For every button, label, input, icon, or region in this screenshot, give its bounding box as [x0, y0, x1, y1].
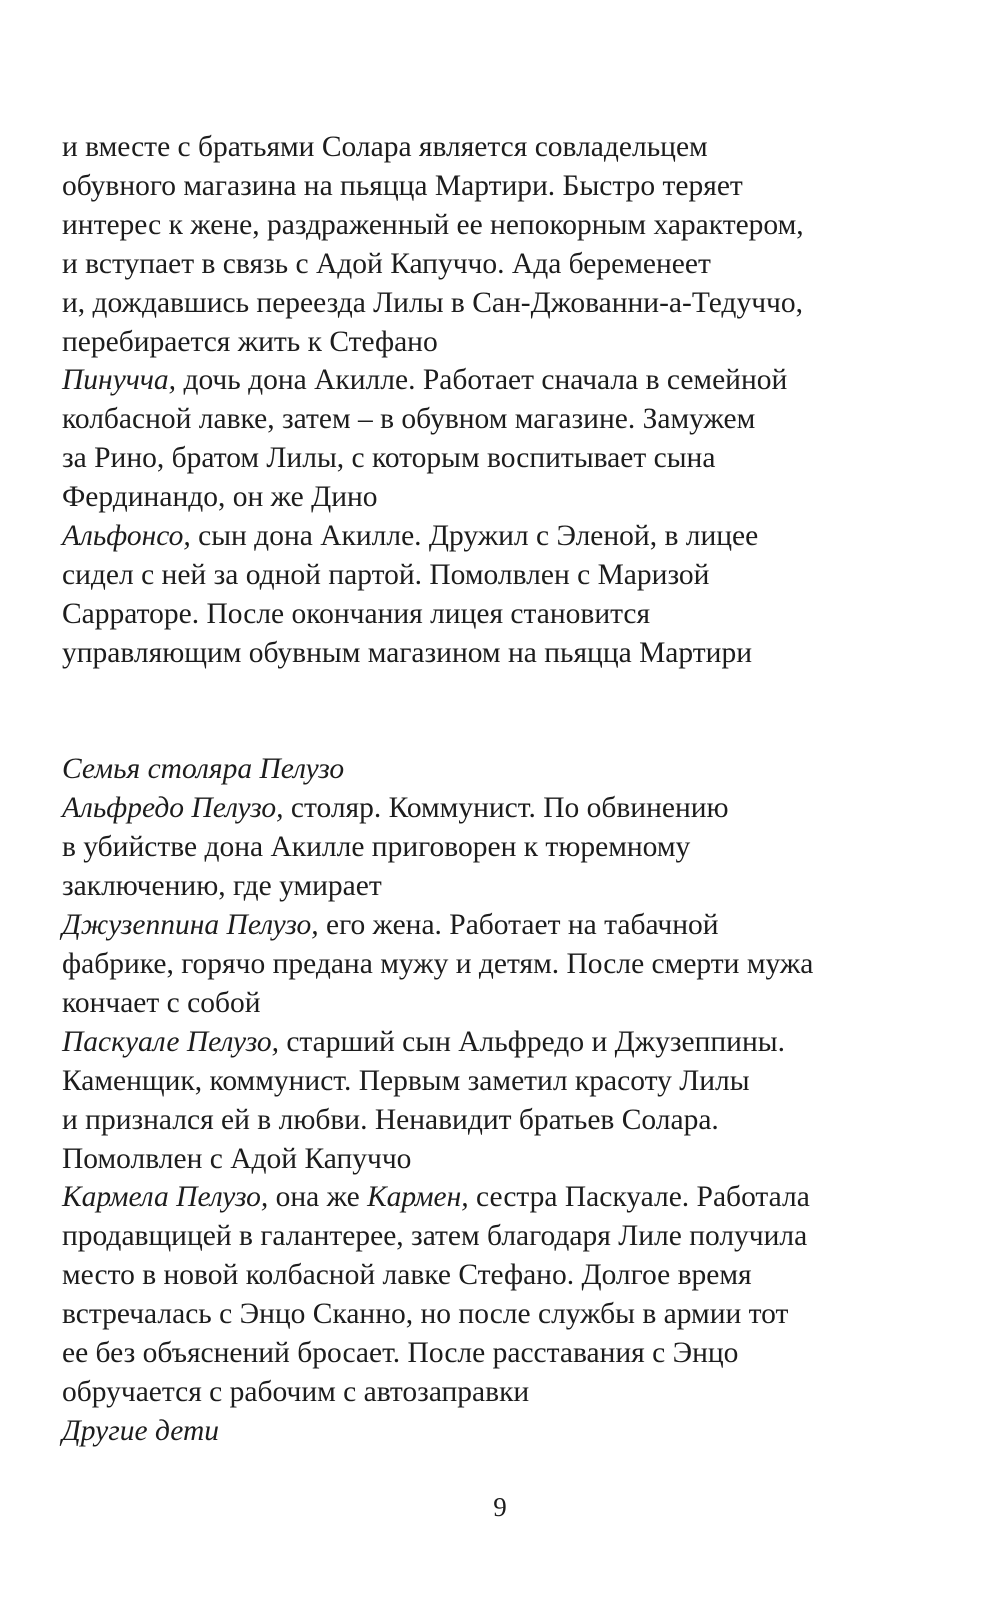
text-line	[62, 1178, 942, 1217]
text-line: встречалась с Энцо Сканно, но после службы в армии тот	[62, 1298, 789, 1331]
text-line: фабрике, горячо предана мужу и детям. После смерти мужа	[62, 948, 814, 981]
section-gap	[62, 673, 942, 751]
text-line: сидел с ней за одной партой. Помолвлен с Маризой	[62, 558, 710, 591]
character-name: Паскуале Пелузо,	[62, 1025, 279, 1058]
character-name: Альфредо Пелузо,	[62, 792, 284, 825]
text-line: кончает с собой	[62, 986, 261, 1019]
character-name: Кармела Пелузо,	[62, 1181, 269, 1214]
subheading-text: Другие дети	[62, 1414, 219, 1447]
text-span: она же	[268, 1181, 368, 1214]
text-line: управляющим обувным магазином на пьяцца Мартири	[62, 636, 752, 669]
text-line: Каменщик, коммунист. Первым заметил красоту Лилы	[62, 1064, 750, 1097]
section-heading	[62, 750, 942, 789]
text-line: колбасной лавке, затем – в обувном магазине. Замужем	[62, 403, 756, 436]
text-line	[62, 906, 942, 945]
text-line: место в новой колбасной лавке Стефано. Долгое время	[62, 1259, 752, 1292]
text-line: обувного магазина на пьяцца Мартири. Быстро теряет	[62, 169, 743, 202]
text-span: столяр. Коммунист. По обвинению	[283, 792, 729, 825]
text-line: интерес к жене, раздраженный ее непокорным характером,	[62, 208, 804, 241]
character-name: Пинучча,	[62, 364, 177, 397]
text-line: Помолвлен с Адой Капуччо	[62, 1142, 412, 1175]
text-line: ее без объяснений бросает. После расставания с Энцо	[62, 1337, 739, 1370]
text-line	[62, 789, 942, 828]
character-name: Кармен,	[367, 1181, 469, 1214]
text-line: и признался ей в любви. Ненавидит братьев Солара.	[62, 1103, 719, 1136]
paragraph-block-1	[62, 128, 942, 673]
text-line: Фердинандо, он же Дино	[62, 481, 378, 514]
character-name: Альфонсо,	[62, 520, 191, 553]
character-name: Джузеппина Пелузо,	[62, 909, 319, 942]
text-line: за Рино, братом Лилы, с которым воспитывает сына	[62, 442, 716, 475]
text-line: продавщицей в галантерее, затем благодаря Лиле получила	[62, 1220, 808, 1253]
text-span: старший сын Альфредо и Джузеппины.	[278, 1025, 785, 1058]
text-line	[62, 361, 942, 400]
text-line: Сарраторе. После окончания лицея становится	[62, 597, 651, 630]
text-line	[62, 517, 942, 556]
text-span: сын дона Акилле. Дружил с Эленой, в лицее	[190, 520, 759, 553]
page-body	[62, 128, 942, 1451]
text-line: заключению, где умирает	[62, 870, 382, 903]
text-line	[62, 1023, 942, 1062]
paragraph-block-2	[62, 750, 942, 1450]
text-span: сестра Паскуале. Работала	[468, 1181, 810, 1214]
text-line: и, дождавшись переезда Лилы в Сан-Джованни-а-Тедуччо,	[62, 286, 803, 319]
section-heading-text: Семья столяра Пелузо	[62, 753, 345, 786]
text-line: перебирается жить к Стефано	[62, 325, 438, 358]
text-line: в убийстве дона Акилле приговорен к тюремному	[62, 831, 691, 864]
text-span: его жена. Работает на табачной	[318, 909, 719, 942]
text-span: дочь дона Акилле. Работает сначала в семейной	[176, 364, 788, 397]
text-line: обручается с рабочим с автозаправки	[62, 1375, 530, 1408]
text-line: и вместе с братьями Солара является совладельцем	[62, 131, 708, 163]
text-line	[62, 1412, 942, 1451]
page-number: 9	[493, 1492, 507, 1522]
text-line: и вступает в связь с Адой Капуччо. Ада беременеет	[62, 247, 711, 280]
